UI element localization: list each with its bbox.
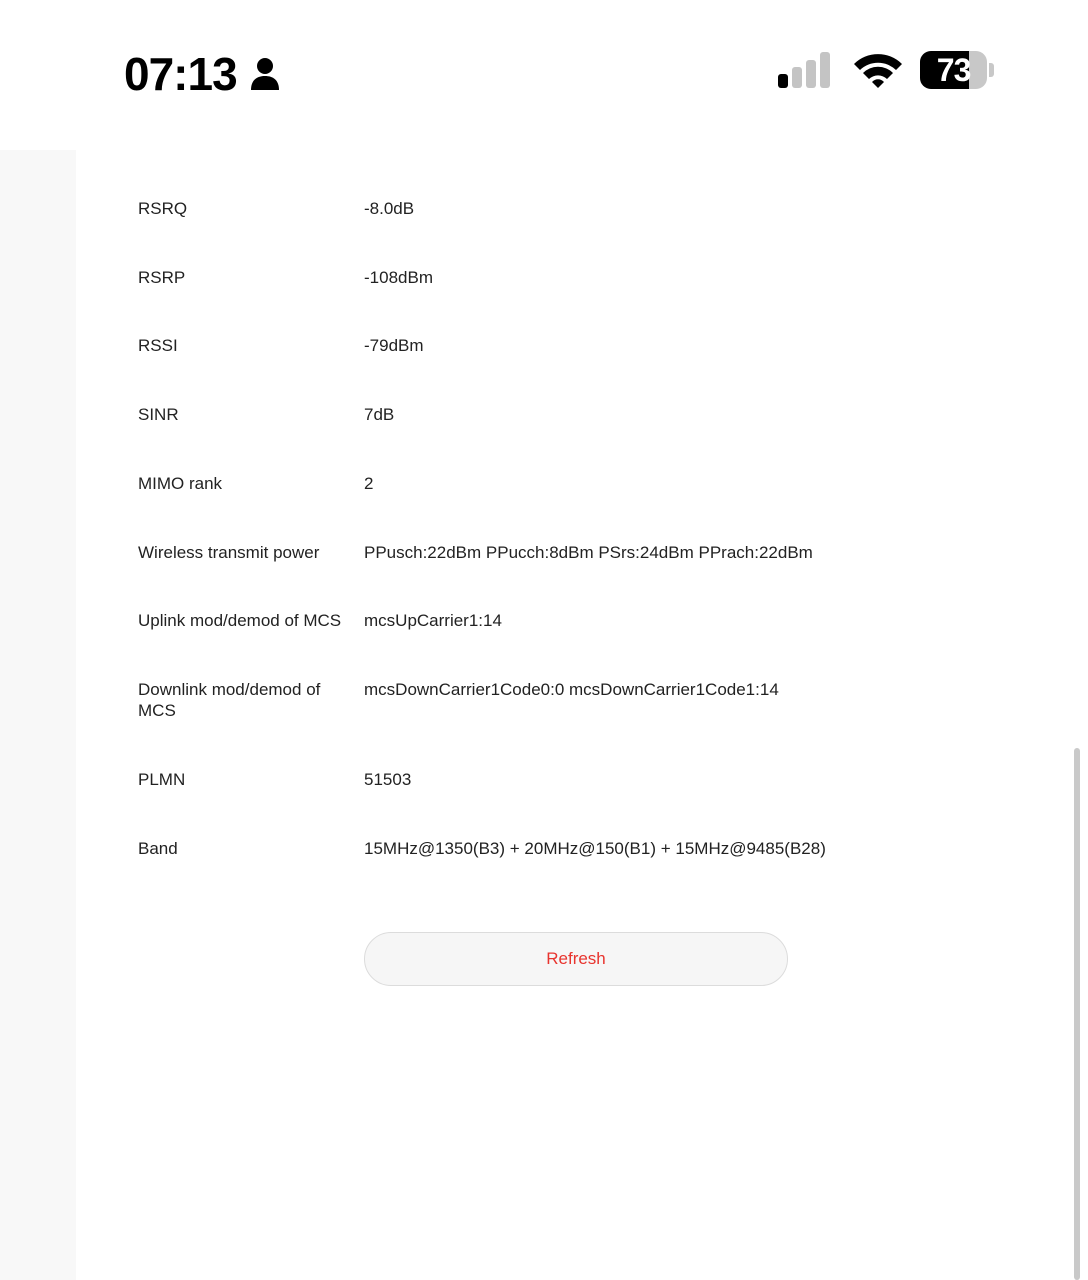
person-icon (249, 56, 281, 92)
info-row-transmit-power (138, 542, 1038, 563)
battery-icon (920, 51, 994, 89)
row-value: -8.0dB (364, 199, 415, 218)
cellular-signal-icon (776, 50, 834, 90)
row-value: mcsUpCarrier1:14 (364, 611, 502, 630)
side-panel (0, 150, 76, 1280)
status-time: 07:13 (124, 48, 237, 100)
info-row-rsrq (138, 198, 1038, 219)
status-icons (776, 50, 994, 90)
info-row-plmn (138, 769, 1038, 790)
row-label: RSRP (138, 268, 186, 287)
scrollbar[interactable] (1074, 748, 1080, 1280)
info-row-rsrp (138, 267, 1038, 288)
row-value: 15MHz@1350(B3) + 20MHz@150(B1) + 15MHz@9485(B28) (364, 839, 826, 858)
row-value: mcsDownCarrier1Code0:0 mcsDownCarrier1Code1:14 (364, 680, 779, 699)
row-label: Downlink mod/demod of MCS (138, 680, 321, 720)
info-row-downlink-mcs (138, 679, 1038, 721)
status-bar (0, 0, 1088, 150)
battery-level: 73 (936, 51, 971, 88)
time-group (124, 48, 281, 100)
battery-body (920, 51, 987, 89)
row-value: PPusch:22dBm PPucch:8dBm PSrs:24dBm PPrach:22dBm (364, 543, 813, 562)
battery-nub (989, 63, 994, 77)
row-label: PLMN (138, 770, 186, 789)
row-label: Wireless transmit power (138, 543, 320, 562)
row-label: Band (138, 839, 178, 858)
row-value: 2 (364, 474, 374, 493)
row-label: Uplink mod/demod of MCS (138, 611, 342, 630)
refresh-button[interactable]: Refresh (364, 932, 788, 986)
info-row-sinr (138, 404, 1038, 425)
row-value: 51503 (364, 770, 412, 789)
row-label: SINR (138, 405, 179, 424)
info-row-rssi (138, 335, 1038, 356)
info-row-band (138, 838, 1038, 859)
row-value: -108dBm (364, 268, 433, 287)
info-row-mimo-rank (138, 473, 1038, 494)
row-label: RSSI (138, 336, 178, 355)
row-value: 7dB (364, 405, 395, 424)
row-value: -79dBm (364, 336, 424, 355)
info-row-uplink-mcs (138, 610, 1038, 631)
row-label: MIMO rank (138, 474, 223, 493)
row-label: RSRQ (138, 199, 188, 218)
wifi-icon (852, 50, 904, 90)
